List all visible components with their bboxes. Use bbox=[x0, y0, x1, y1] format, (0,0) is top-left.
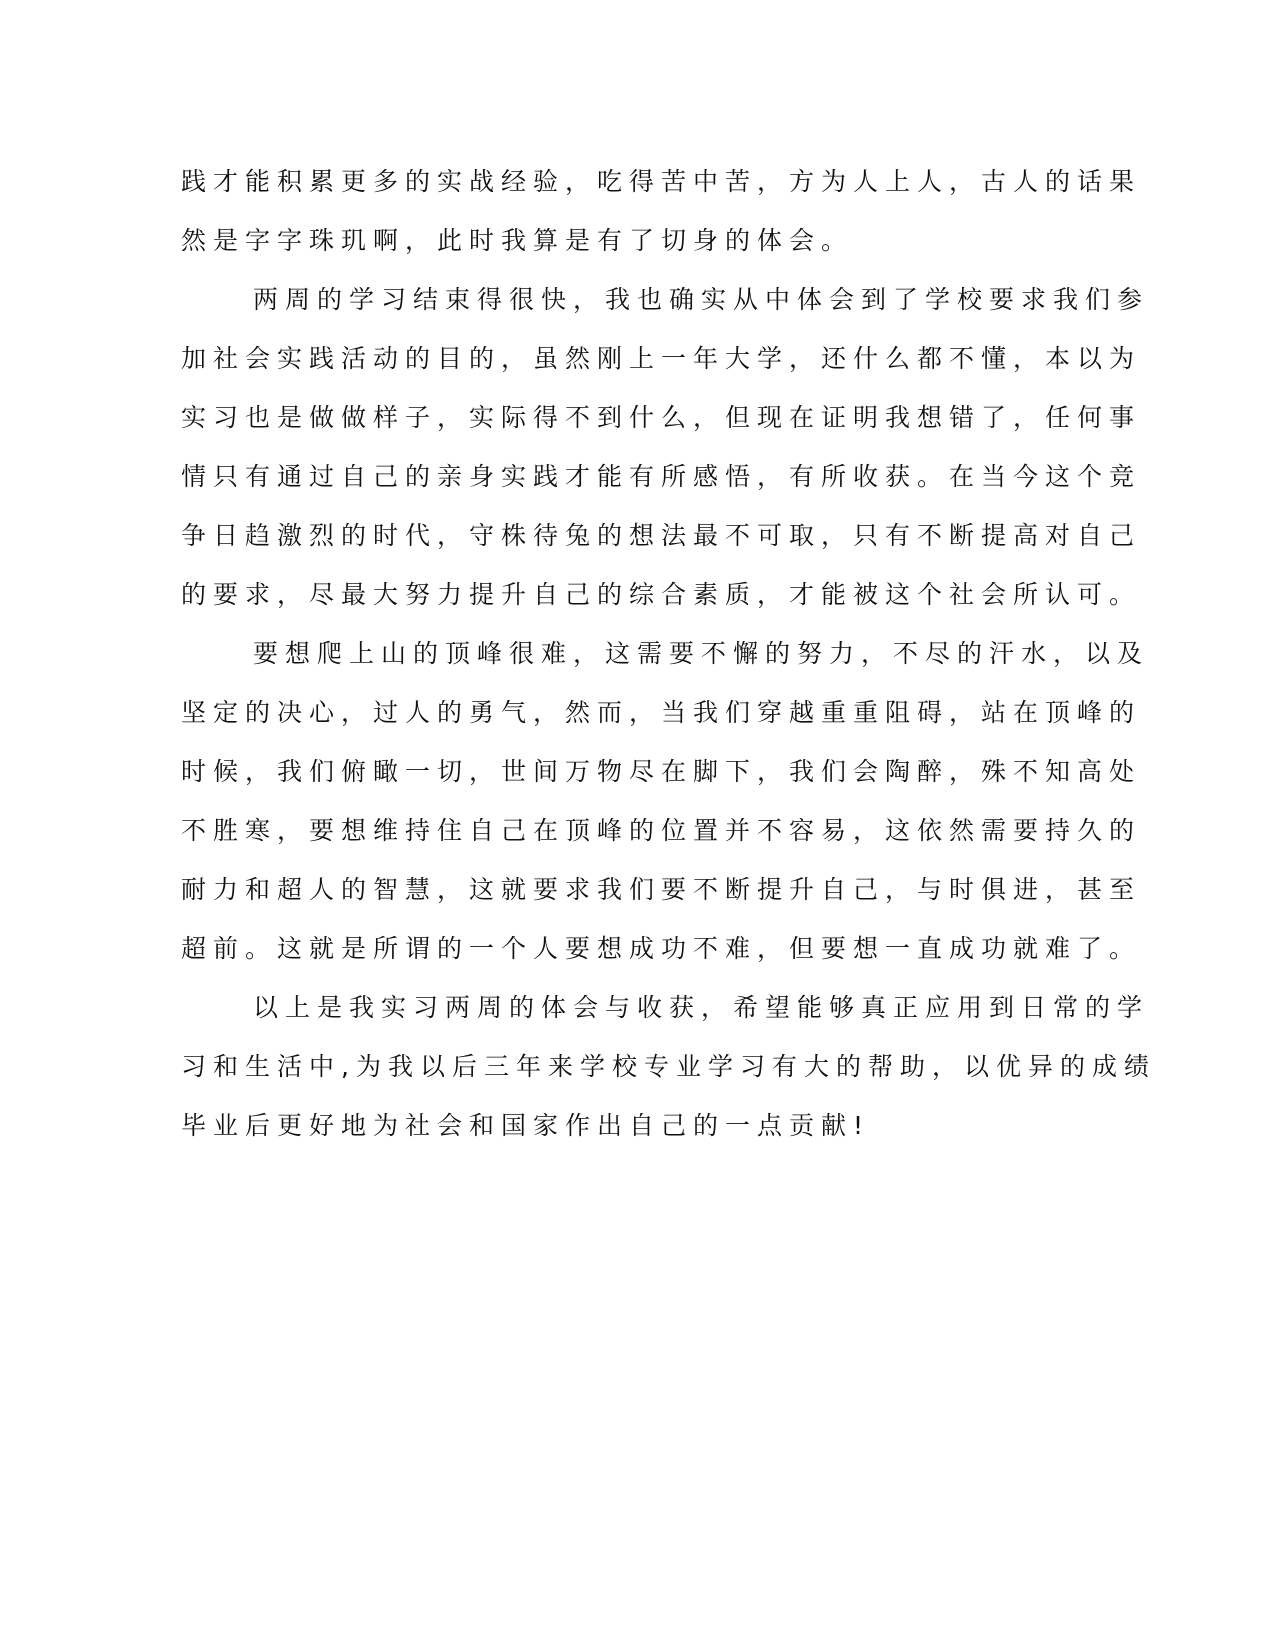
text-line: 情只有通过自己的亲身实践才能有所感悟，有所收获。在当今这个竞 bbox=[181, 462, 1142, 491]
text-line: 不胜寒，要想维持住自己在顶峰的位置并不容易，这依然需要持久的 bbox=[181, 816, 1142, 845]
text-line: 超前。这就是所谓的一个人要想成功不难，但要想一直成功就难了。 bbox=[181, 934, 1142, 963]
text-line: 实习也是做做样子，实际得不到什么，但现在证明我想错了，任何事 bbox=[181, 403, 1142, 432]
text-line: 然是字字珠玑啊，此时我算是有了切身的体会。 bbox=[181, 226, 854, 255]
paragraph-first-line: 要想爬上山的顶峰很难，这需要不懈的努力，不尽的汗水，以及 bbox=[253, 639, 1150, 668]
text-line: 加社会实践活动的目的，虽然刚上一年大学，还什么都不懂，本以为 bbox=[181, 344, 1142, 373]
text-line: 时候，我们俯瞰一切，世间万物尽在脚下，我们会陶醉，殊不知高处 bbox=[181, 757, 1142, 786]
text-line: 耐力和超人的智慧，这就要求我们要不断提升自己，与时俱进，甚至 bbox=[181, 875, 1142, 904]
document-body bbox=[181, 152, 1156, 1155]
paragraph-first-line: 以上是我实习两周的体会与收获，希望能够真正应用到日常的学 bbox=[253, 993, 1150, 1022]
text-line: 坚定的决心，过人的勇气，然而，当我们穿越重重阻碍，站在顶峰的 bbox=[181, 698, 1142, 727]
paragraph-first-line: 两周的学习结束得很快，我也确实从中体会到了学校要求我们参 bbox=[253, 285, 1150, 314]
text-line: 毕业后更好地为社会和国家作出自己的一点贡献! bbox=[181, 1111, 871, 1140]
text-line: 争日趋激烈的时代，守株待兔的想法最不可取，只有不断提高对自己 bbox=[181, 521, 1142, 550]
text-line: 践才能积累更多的实战经验，吃得苦中苦，方为人上人，古人的话果 bbox=[181, 167, 1142, 196]
text-line: 习和生活中,为我以后三年来学校专业学习有大的帮助，以优异的成绩 bbox=[181, 1052, 1156, 1081]
text-line: 的要求，尽最大努力提升自己的综合素质，才能被这个社会所认可。 bbox=[181, 580, 1142, 609]
